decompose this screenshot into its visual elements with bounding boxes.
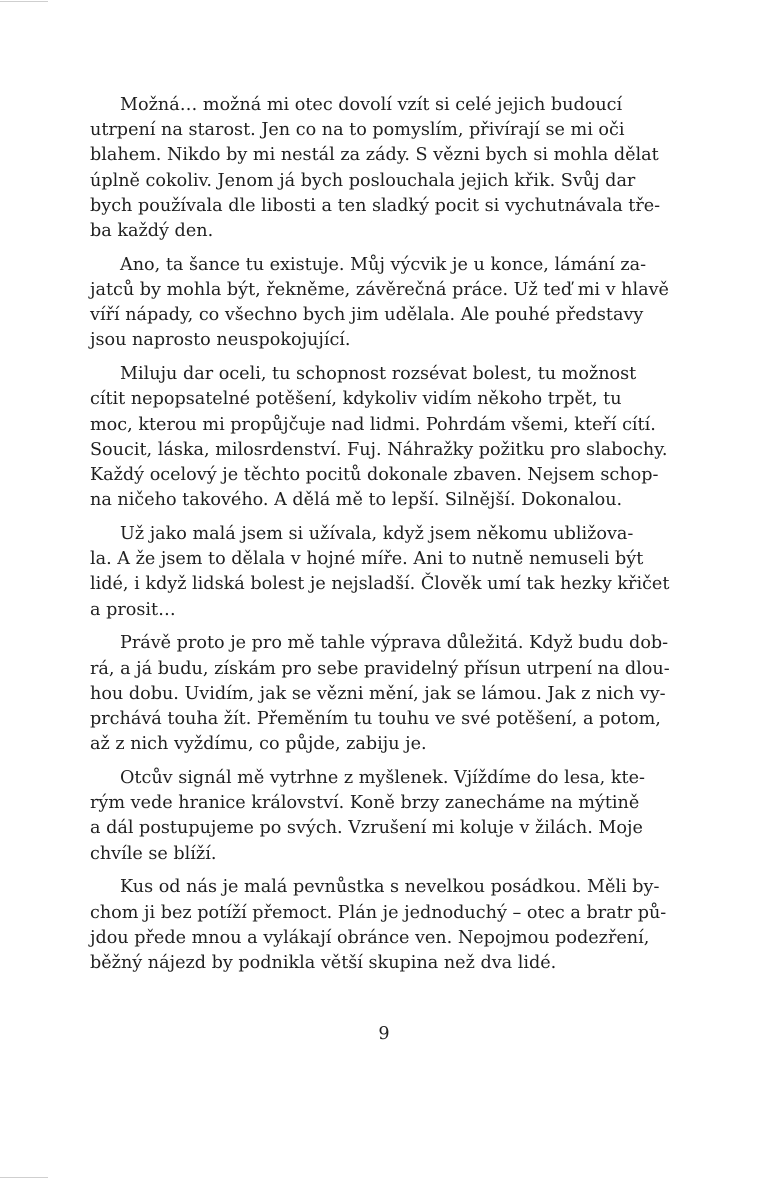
paragraph: Právě proto je pro mě tahle výprava důležitá. Když budu dob- rá, a já budu, získám pro sebe pravidelný přísun utrpení na dlou- hou dobu. Uvidím, jak se vězni mění, jak se lámou. Jak z nich vy- prchává touha žít. Přeměním tu touhu ve své potěšení, a potom, až z nich vyždímu, co půjde, zabiju je.: [90, 633, 670, 755]
page-number: 9: [378, 1024, 390, 1044]
paragraph: Kus od nás je malá pevnůstka s nevelkou posádkou. Měli by- chom ji bez potíží přemoct. Plán je jednoduchý – otec a bratr pů- jdou přede mnou a vylákají obránce ven. Nepojmou podezření, běžný nájezd by podnikla větší skupina než dva lidé.: [90, 877, 667, 974]
paragraph: Miluju dar oceli, tu schopnost rozsévat bolest, tu možnost cítit nepopsatelné potěšení, kdykoliv vidím někoho trpět, tu moc, kterou mi propůjčuje nad lidmi. Pohrdám všemi, kteří cítí. Soucit, láska, milosrdenství. Fuj. Náhražky požitku pro slabochy. Každý ocelový je těchto pocitů dokonale zbaven. Nejsem schop- na ničeho takového. A dělá mě to lepší. Silnější. Dokonalou.: [90, 364, 668, 511]
crop-mark-top: [0, 1, 48, 2]
paragraph: Možná… možná mi otec dovolí vzít si celé jejich budoucí utrpení na starost. Jen co na to pomyslím, přivírají se mi oči blahem. Nikdo by mi nestál za zády. S vězni bych si mohla dělat úplně cokoliv. Jenom já bych poslouchala jejich křik. Svůj dar bych používala dle libosti a ten sladký pocit si vychutnávala tře- ba každý den.: [90, 95, 661, 242]
crop-mark-bottom: [0, 1177, 48, 1178]
paragraph: Otcův signál mě vytrhne z myšlenek. Vjíždíme do lesa, kte- rým vede hranice království. Koně brzy zanecháme na mýtině a dál postupujeme po svých. Vzrušení mi koluje v žilách. Moje chvíle se blíží.: [90, 768, 645, 864]
paragraph: Už jako malá jsem si užívala, když jsem někomu ubližova- la. A že jsem to dělala v hojné míře. Ani to nutně nemuseli být lidé, i když lidská bolest je nejsladší. Člověk umí tak hezky křičet a prosit…: [90, 524, 670, 620]
paragraph: Ano, ta šance tu existuje. Můj výcvik je u konce, lámání za- jatců by mohla být, řekněme, závěrečná práce. Už teď mi v hlavě víří nápady, co všechno bych jim udělala. Ale pouhé představy jsou naprosto neuspokojující.: [90, 254, 669, 351]
body-text: [90, 93, 678, 976]
